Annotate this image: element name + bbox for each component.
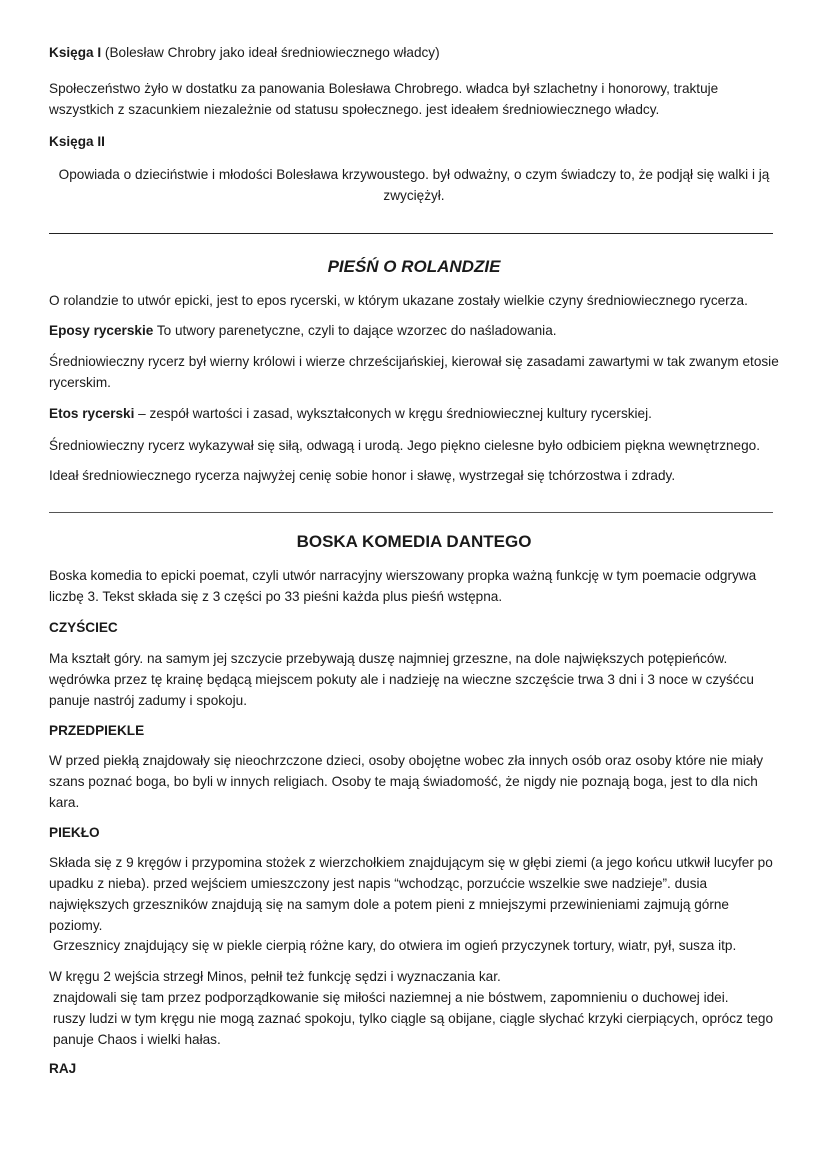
roland-paragraph-3: Średniowieczny rycerz był wierny królowi i wierze chrześcijańskiej, kierował się zasadami zawartymi w tak zwanym etosie rycerskim. bbox=[49, 354, 779, 390]
pieklo-heading: PIEKŁO bbox=[49, 825, 100, 840]
eposy-label: Eposy rycerskie bbox=[49, 323, 154, 338]
czysciec-paragraph: Ma kształt góry. na samym jej szczycie przebywają duszę najmniej grzeszne, na dole największych potępieńców. wędrówka przez tę krainę będącą miejscem pokuty ale i nadzieję na wieczne szczęście trwa 3 dni i 3 noce w czyśćcu panuje nastrój zadumy i spokoju. bbox=[49, 651, 754, 708]
ksiega1-heading bbox=[49, 42, 779, 63]
krag-paragraph-2: znajdowali się tam przez podporządkowanie się miłości naziemnej a nie bóstwem, zapomnieniu o duchowej idei. bbox=[53, 990, 729, 1005]
dante-intro: Boska komedia to epicki poemat, czyli utwór narracyjny wierszowany propka ważną funkcję w tym poemacie odgrywa liczbę 3. Tekst składa się z 3 części po 33 pieśni każda plus pieśń wstępna. bbox=[49, 568, 757, 604]
roland-paragraph-5: Średniowieczny rycerz wykazywał się siłą, odwagą i urodą. Jego piękno cielesne było odbiciem piękna wewnętrznego. bbox=[49, 438, 761, 453]
ksiega1-paragraph: Społeczeństwo żyło w dostatku za panowania Bolesława Chrobrego. władca był szlachetny i honorowy, traktuje wszystkich z szacunkiem niezależnie od statusu społecznego. jest ideałem średniowiecznego władcy. bbox=[49, 81, 719, 117]
roland-paragraph-1: O rolandzie to utwór epicki, jest to epos rycerski, w którym ukazane zostały wielkie czyny średniowiecznego rycerza. bbox=[49, 293, 748, 308]
section-divider bbox=[49, 233, 773, 234]
krag-paragraph-1: W kręgu 2 wejścia strzegł Minos, pełnił też funkcję sędzi i wyznaczania kar. bbox=[49, 969, 501, 984]
roland-etos bbox=[49, 403, 779, 424]
section-divider-2 bbox=[49, 512, 773, 513]
krag-paragraph-3: ruszy ludzi w tym kręgu nie mogą zaznać spokoju, tylko ciągle są obijane, ciągle słychać krzyki cierpiących, oprócz tego panuje Chaos i wielki hałas. bbox=[53, 1011, 774, 1047]
eposy-text: To utwory parenetyczne, czyli to dające wzorzec do naśladowania. bbox=[153, 323, 557, 338]
etos-label: Etos rycerski bbox=[49, 406, 135, 421]
pieklo-paragraph-2: Grzesznicy znajdujący się w piekle cierpią różne kary, do otwiera im ogień przyczynek tortury, wiatr, pył, susza itp. bbox=[53, 938, 737, 953]
czysciec-heading: CZYŚCIEC bbox=[49, 620, 118, 635]
etos-text: – zespół wartości i zasad, wykształconych w kręgu średniowiecznej kultury rycerskiej. bbox=[134, 406, 652, 421]
ksiega1-subtitle: (Bolesław Chrobry jako ideał średniowiecznego władcy) bbox=[101, 45, 440, 60]
roland-paragraph-6: Ideał średniowiecznego rycerza najwyżej cenię sobie honor i sławę, wystrzegał się tchórzostwa i zdrady. bbox=[49, 468, 676, 483]
dante-title: BOSKA KOMEDIA DANTEGO bbox=[296, 532, 532, 551]
pieklo-paragraph-1: Składa się z 9 kręgów i przypomina stożek z wierzchołkiem znajdującym się w głębi ziemi (a jego końcu utkwił lucyfer po upadku z nieba). przed wejściem umieszczony jest napis “wchodząc, porzućcie wszelkie swe nadzieje”. dusia największych grzeszników znajdują się na samym dole a potem pieni z mniejszymi przewinieniami zajmują górne poziomy. bbox=[49, 855, 773, 933]
przedpiekle-heading: PRZEDPIEKLE bbox=[49, 723, 145, 738]
roland-eposy bbox=[49, 320, 779, 341]
przedpiekle-paragraph: W przed piekłą znajdowały się nieochrzczone dzieci, osoby obojętne wobec zła innych osób oraz osoby które nie miały szans poznać boga, bo byli w innych religiach. Osoby te mają świadomość, że nigdy nie poznają boga, jest to dla nich kara. bbox=[49, 753, 764, 810]
ksiega2-paragraph: Opowiada o dzieciństwie i młodości Bolesława krzywoustego. był odważny, o czym świadczy to, że podjął się walki i ją zwyciężył. bbox=[58, 167, 770, 203]
roland-title: PIEŚŃ O ROLANDZIE bbox=[327, 257, 501, 276]
ksiega2-label: Księga II bbox=[49, 134, 105, 149]
ksiega1-label: Księga I bbox=[49, 45, 102, 60]
raj-heading: RAJ bbox=[49, 1061, 77, 1076]
